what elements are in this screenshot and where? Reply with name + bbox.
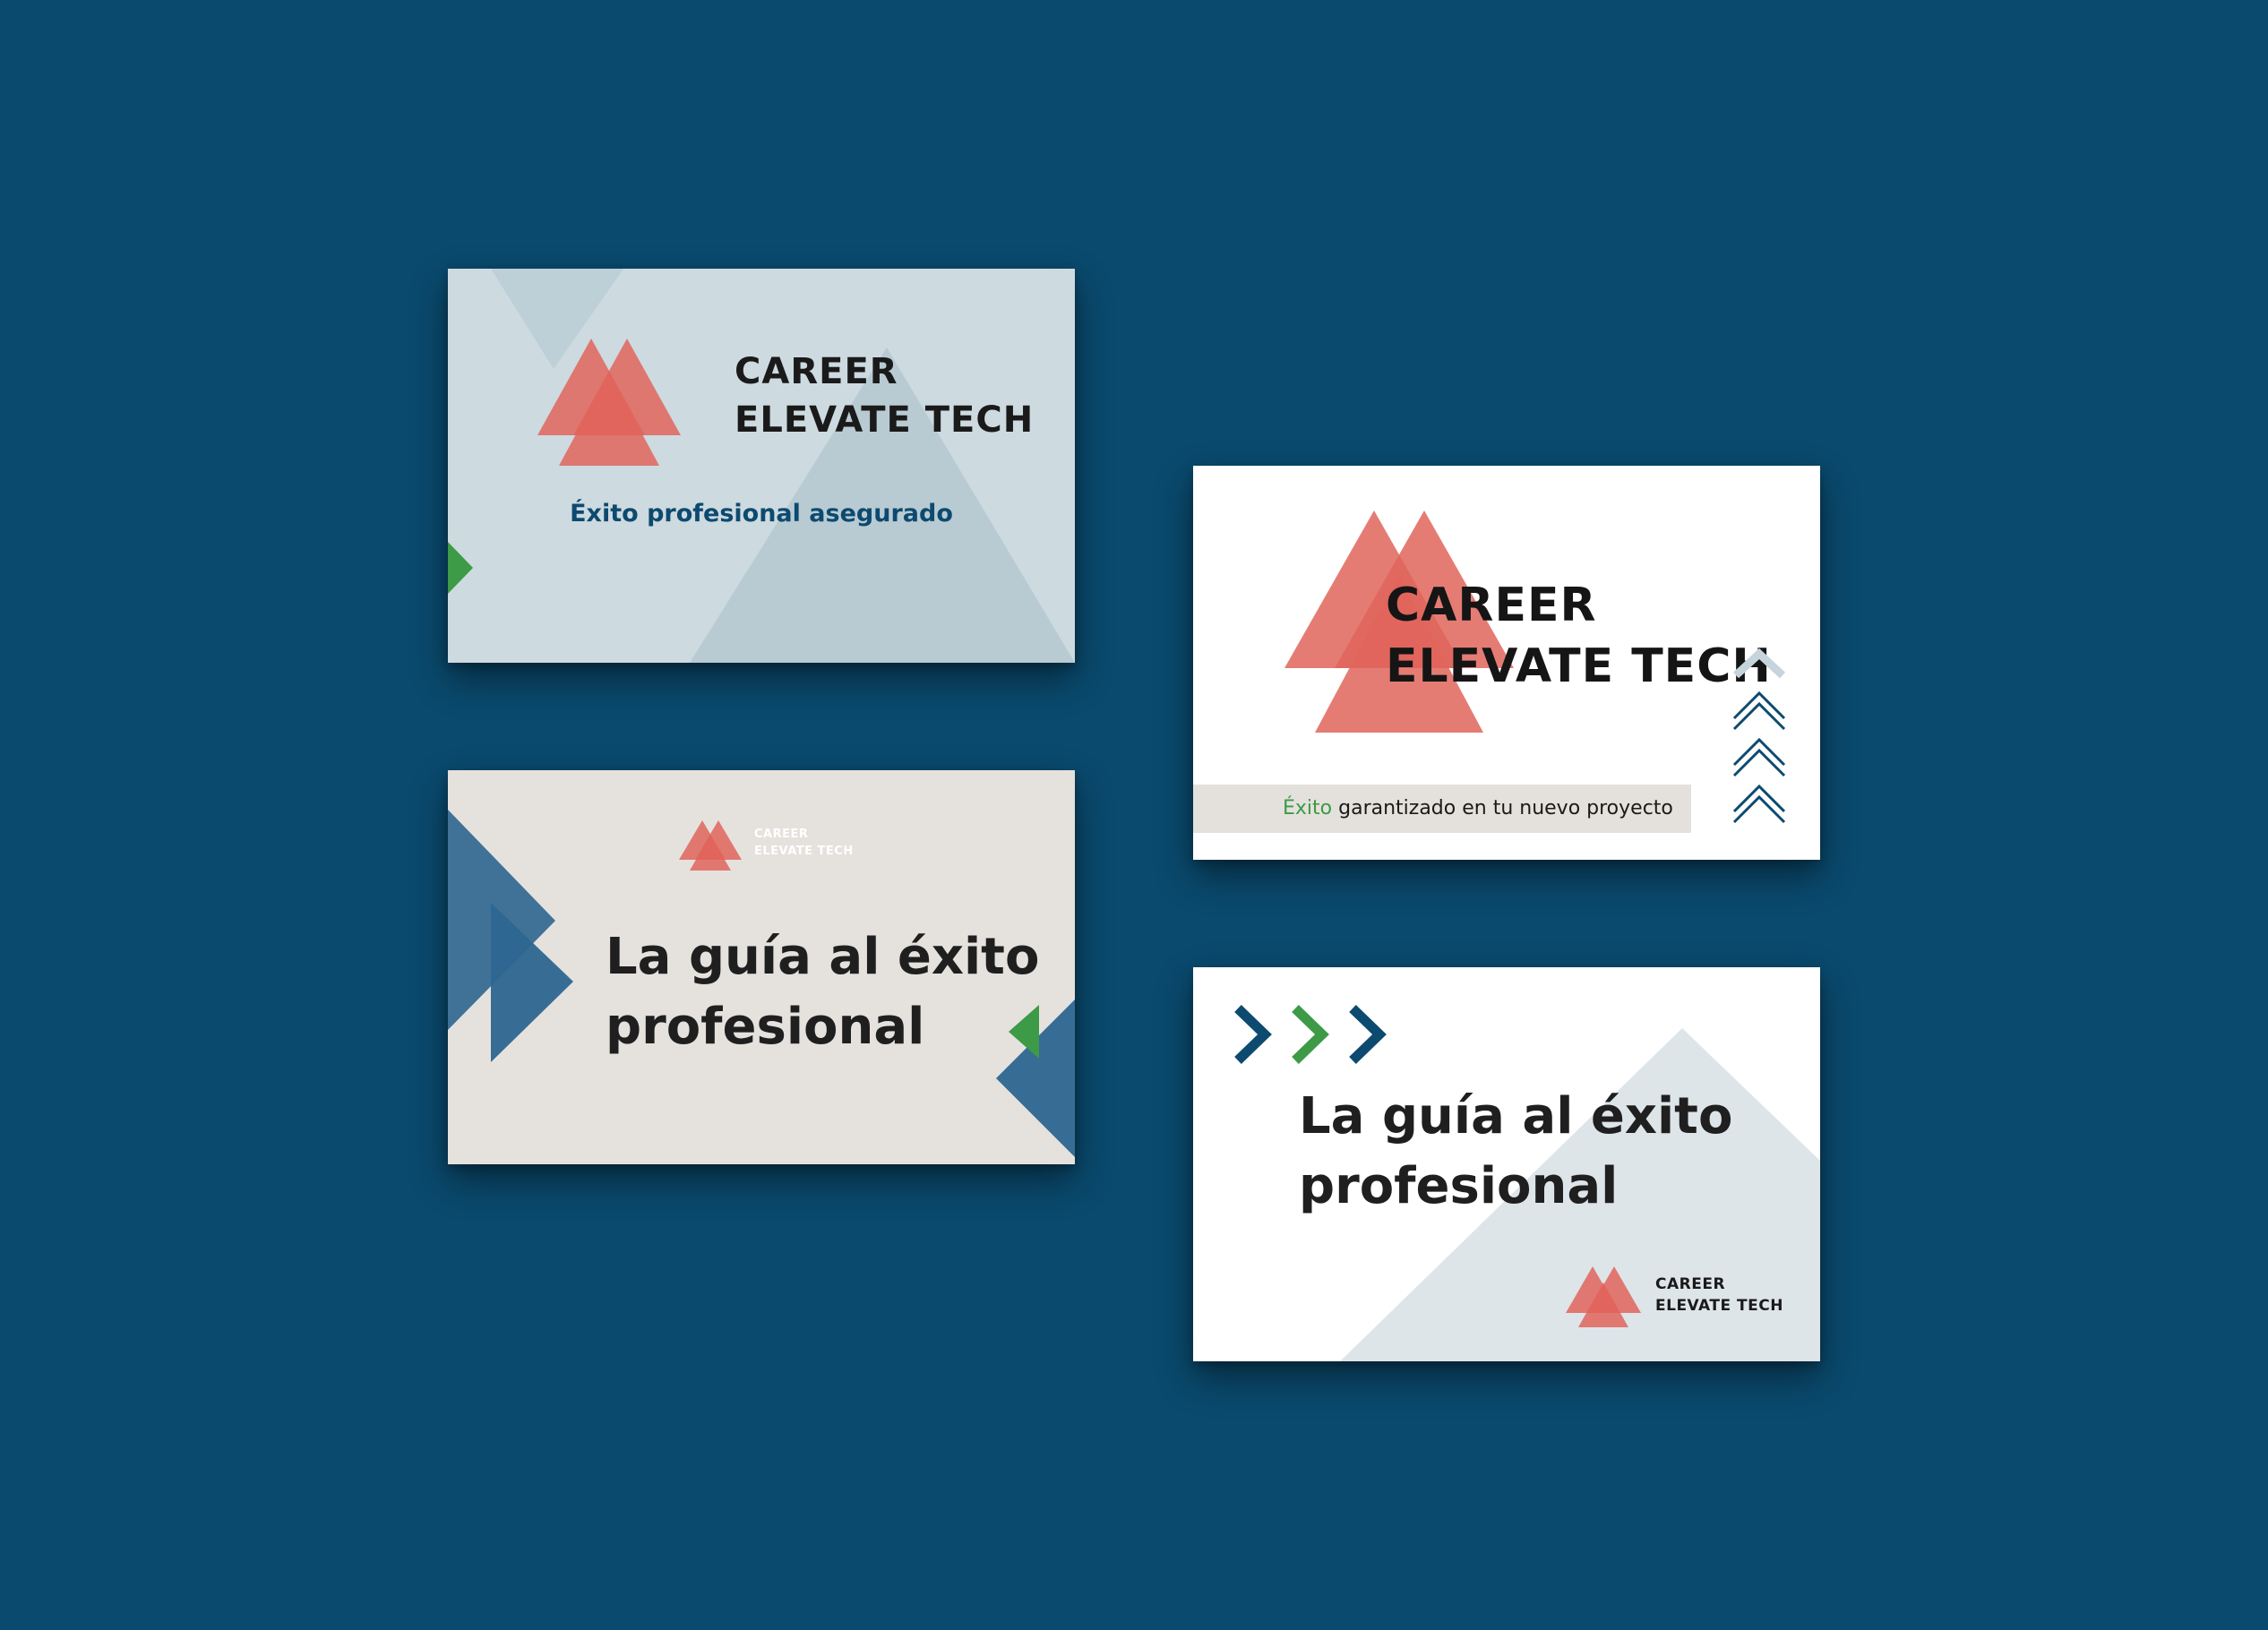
green-arrow-icon (448, 542, 473, 594)
tagline: Éxito profesional asegurado (570, 500, 953, 528)
brand-name (1386, 575, 1772, 697)
headline (1299, 1082, 1732, 1222)
card-headline-left-shapes (448, 770, 1075, 1164)
card-large-logo-bar (1193, 466, 1820, 860)
brand-line-1: CAREER (735, 351, 898, 392)
headline-line-1: La guía al éxito (606, 928, 1040, 986)
brand-line-2: ELEVATE TECH (1386, 639, 1772, 693)
chevron-up-icon (1734, 740, 1784, 776)
card-headline-chevrons (1193, 967, 1820, 1361)
brand-name (735, 347, 1034, 444)
brand-line-2: ELEVATE TECH (754, 845, 854, 858)
brand-line-1: CAREER (1386, 579, 1597, 632)
chevron-up-icon (1734, 786, 1784, 822)
brand-line-1: CAREER (754, 828, 809, 841)
chevron-up-icon (1734, 693, 1784, 729)
double-triangle-logo-icon (679, 817, 742, 872)
chevron-right-icon (1353, 1008, 1379, 1060)
double-triangle-logo-icon (1566, 1263, 1641, 1329)
headline-line-1: La guía al éxito (1299, 1087, 1733, 1145)
tagline-accent: Éxito (1283, 797, 1333, 819)
headline-line-2: profesional (606, 998, 925, 1056)
brand-line-2: ELEVATE TECH (735, 399, 1035, 441)
brand-name (754, 826, 854, 860)
brand-name (1655, 1274, 1783, 1317)
chevron-up-stack (1731, 645, 1788, 842)
headline-line-2: profesional (1299, 1157, 1619, 1215)
brand-line-1: CAREER (1655, 1275, 1726, 1293)
chevron-right-icon (1295, 1008, 1322, 1060)
chevron-right-icon (1238, 1008, 1265, 1060)
chevron-right-row (1233, 1003, 1394, 1066)
chevron-up-icon (1736, 654, 1783, 675)
card-title-tagline (448, 269, 1075, 663)
brand-line-2: ELEVATE TECH (1655, 1297, 1783, 1315)
headline (606, 922, 1039, 1062)
double-triangle-logo-icon (537, 330, 681, 473)
tagline-rest: garantizado en tu nuevo proyecto (1332, 797, 1673, 819)
tagline-bar-text (1283, 797, 1673, 819)
